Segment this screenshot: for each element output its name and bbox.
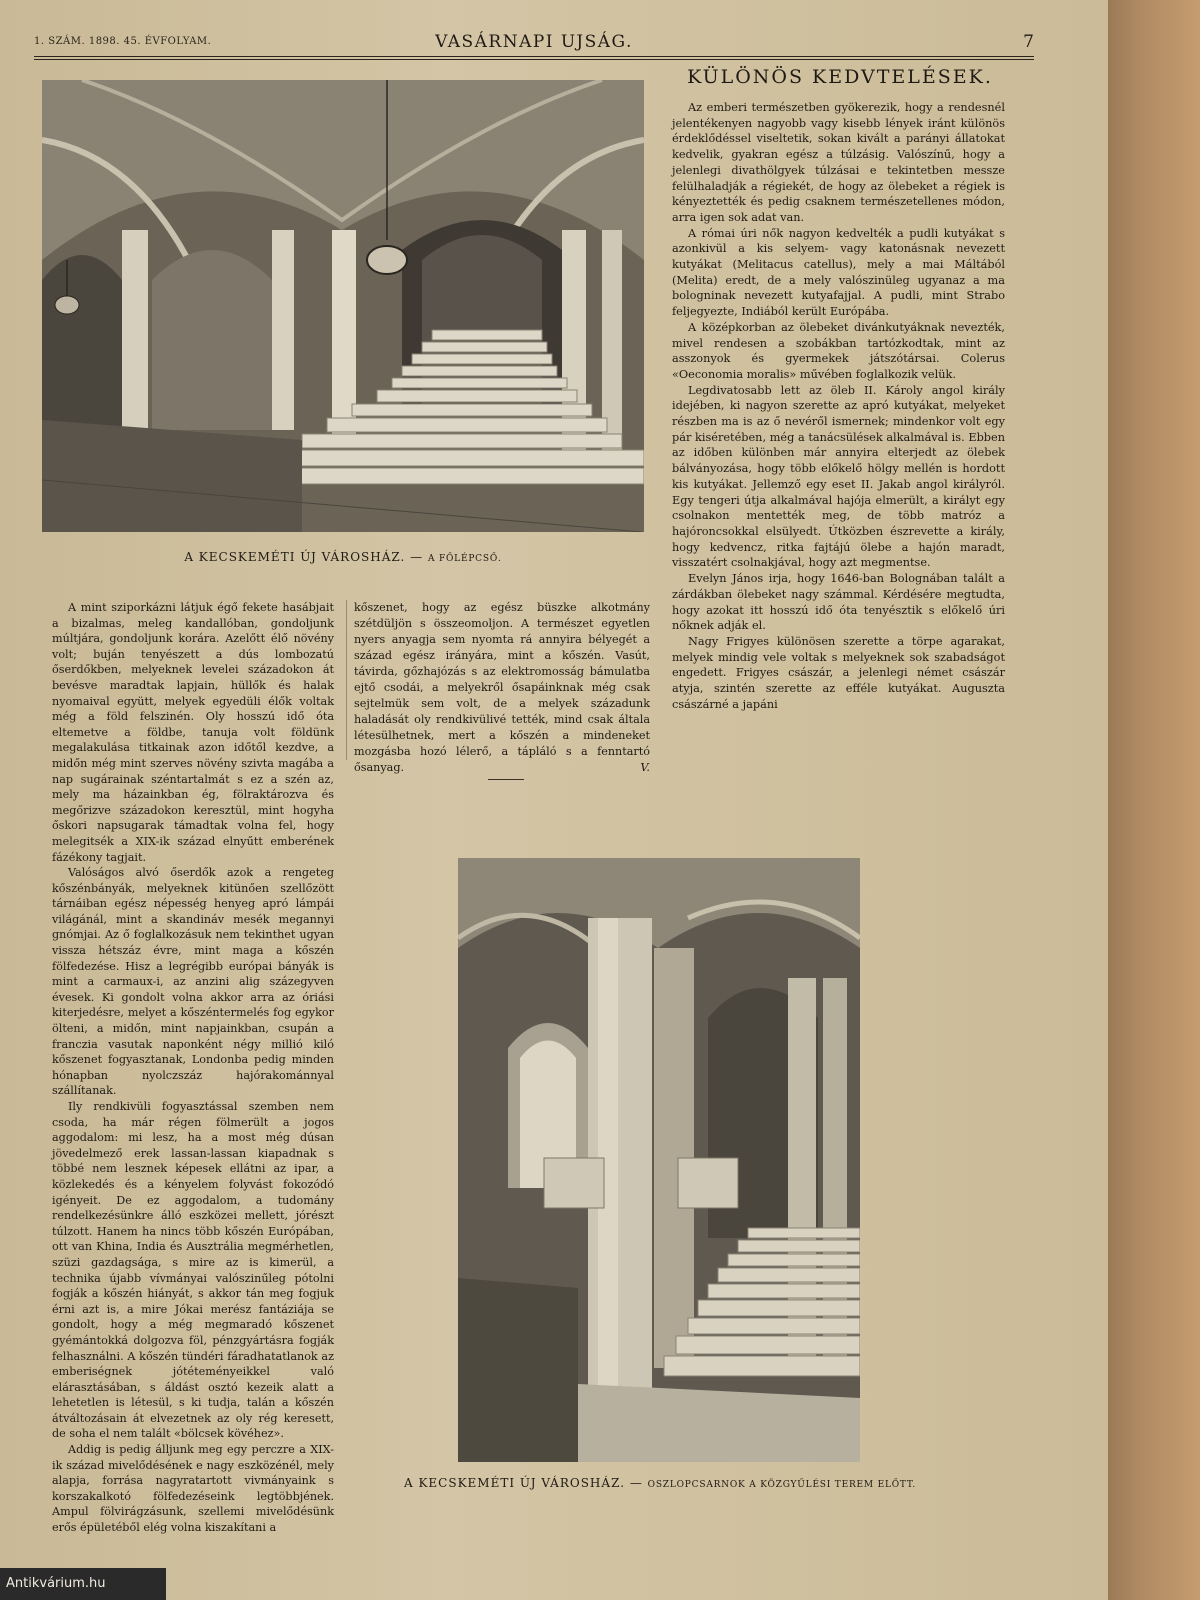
watermark-footer: Antikvárium.hu <box>0 1568 166 1600</box>
paragraph: A középkorban az ölebeket divánkutyáknak nevezték, mivel rendesen a szobákban tartózkodtak, mint az asszonyok és gyermekek játszótársai. Colerus «Oeconomia moralis» művében foglalkozik velük. <box>672 320 1005 381</box>
signoff: V. <box>640 761 650 774</box>
paragraph: Az emberi természetben gyökerezik, hogy a rendesnél jelentékenyen nagyobb vagy kisebb lények iránt különös érdeklődéssel viseltetik, sokan kivált a parányi állatokat kedvelik, gyakran egész a túlzásig. Valószínű, hogy a jelenlegi divathölgyek túlzásai e tekintetben messze felülhaladják a régiekét, de hogy az ölebeket a régiek is kényeztették és pedig csaknem természetellenes módon, arra igen sok adat van. <box>672 101 1005 224</box>
colonnade-photo <box>458 858 860 1462</box>
top-caption-main: A KECSKEMÉTI ÚJ VÁROSHÁZ. — <box>184 550 424 564</box>
staircase-photo <box>42 80 644 532</box>
top-caption-sub: A FŐLÉPCSŐ. <box>428 554 502 564</box>
paragraph: A mint sziporkázni látjuk égő fekete hasábjait a bizalmas, meleg kandallóban, gondoljunk múltjára, gondoljunk korára. Azelőtt élő növény volt; buján tenyészett a dús lombozatú őserdőkben, melyeknek levelei századokon át bevésve maradtak lapjain, hüllők és halak nyomaival együtt, melyek egyedüli élők voltak még a föld felszinén. Oly hosszú idő óta eltemetve a földbe, tanuja volt földünk megalakulása titkainak azon időtől kezdve, a midőn még mint szerves növény szivta magába a nap sugárainak széntartalmát s ez a szén az, mely ma házainkban ég, fölraktározva és megőrizve századokon keresztül, mint hogyha őskori napsugarak támadtak volna fel, hogy melegitsék a XIX-ik század elnyűtt emberének fázékony tagjait. <box>52 601 334 864</box>
article-title: KÜLÖNÖS KEDVTELÉSEK. <box>687 66 993 88</box>
top-photo-caption <box>42 550 644 564</box>
page-header <box>34 32 1034 54</box>
masthead: VASÁRNAPI UJSÁG. <box>435 32 633 52</box>
paragraph: Nagy Frigyes különösen szerette a törpe agarakat, melyek mindig vele voltak s melyeknek sok szabadságot engedett. Frigyes császár, a jelenlegi német császár atyja, szintén szerette az efféle kutyákat. Auguszta császárné a japáni <box>672 634 1005 711</box>
paragraph: kőszenet, hogy az egész büszke alkotmány szétdüljön s összeomoljon. A természet egyetlen nyers anyagja sem nyomta rá annyira bélyegét a század egész irányára, mint a kőszén. Vasút, távirda, gőzhajózás s az elektromosság bámulatba ejtő csodái, a melyekről ősapáinknak még csak sejtelmük sem volt, de a melyek századunk haladását oly rendkivülivé tették, mind csak általa létesülhetnek, mert a kőszén a mindeneket mozgásba hozó lélerő, a tápláló s a fenntartó ősanyag. <box>354 601 650 774</box>
page-number: 7 <box>1023 32 1034 52</box>
article-right-column <box>672 100 1005 712</box>
paragraph: A római úri nők nagyon kedvelték a pudli kutyákat s azonkivül a kis selyem- vagy katonásnak nevezett kutyákat (Melitacus catellus), mely a mai Máltából (Melita) eredt, de a mely valószinüleg ugyanaz a ma bologninak nevezett kutyafajjal. A pudli, mint Strabo feljegyezte, Indiából került Európába. <box>672 226 1005 319</box>
header-rule <box>34 56 1034 60</box>
book-binding <box>1108 0 1200 1600</box>
article-left-column <box>52 600 334 1536</box>
column-divider <box>346 600 347 760</box>
paragraph: Evelyn János irja, hogy 1646-ban Bolognában talált a zárdákban ölebeket nagy számmal. Kérdésére megtudta, hogy azokat itt hosszú idő óta tenyésztik s előkelő úri nőknek adják el. <box>672 572 1005 633</box>
bottom-caption-main: A KECSKEMÉTI ÚJ VÁROSHÁZ. — <box>403 1476 643 1490</box>
bottom-caption-sub: OSZLOPCSARNOK A KÖZGYŰLÉSI TEREM ELŐTT. <box>647 1480 917 1490</box>
paragraph: Legdivatosabb lett az öleb II. Károly angol király idejében, ki nagyon szerette az apró kutyákat, melyeket részben ma is az ő nevéről ismernek; mindenkor volt egy pár kiséretében, még a tanácsülések alkalmával is. Ebben az időben különben már annyira elterjedt az ölebek bálványozása, hogy több előkelő hölgy mellén is hordott kis kutyákat. Jellemző egy eset II. Jakab angol királyról. Egy tengeri útja alkalmával hajója elmerült, a királyt egy csolnakon mentették meg, de több matróz a hajóroncsokkal elsülyedt. Útközben észrevette a király, hogy kedvencz, ritka fajtájú ölebe a hajón maradt, visszatért csolnakjával, hogy azt megmentse. <box>672 383 1005 570</box>
paragraph: Ily rendkivüli fogyasztással szemben nem csoda, ha már régen fölmerült a jogos aggodalom: mi lesz, ha a most még dúsan jövedelmező erek lassan-lassan kiapadnak s többé nem lesznek képesek ellátni az ipar, a közlekedés és a kényelem folyvást fokozódó igényeit. De ez aggodalom, a tudomány rendelkezésünkre álló eszközei mellett, jórészt túlzott. Hanem ha nincs több kőszén Európában, ott van Khina, India és Ausztrália megmérhetlen, szüzi gazdagsága, s mire az is kimerül, a technika újabb vívmányai valószinűleg pótolni fogják a kőszén hiányát, s akkor tán meg fogjuk érni azt is, a mire Jókai merész fantáziája se gondolt, hogy a még megmaradó kőszenet gyémántokká dolgozva föl, pénzgyártásra fogják felhasználni. A kőszén tündéri fáradhatatlanok az emberiségnek jótéteményeikkel való elárasztásában, s áldást osztó kezeik alatt a lehetetlen is létesül, s ki tudja, talán a kőszén átváltozásain át elvezetnek az oly rég keresett, de soha el nem talált «bölcsek kövéhez». <box>52 1100 334 1441</box>
article-middle-column <box>354 600 650 776</box>
bottom-photo-caption <box>380 1476 940 1490</box>
paragraph: Valóságos alvó őserdők azok a rengeteg kőszénbányák, melyeknek kitünően szellőzött tárnáiban egész népesség henyeg apró lámpái világánál, mint a skandináv mesék megannyi gnómjai. Az ő foglalkozásuk nem tekinthet ugyan vissza hétszáz évre, mint maga a kőszén fölfedezése. Hisz a legrégibb európai bányák is mint a carmaux-i, az anzini alig százegyven évesek. Ki gondolt volna akkor arra az óriási kiterjedésre, melyet a kőszéntermelés fog egykor ölteni, a midőn, mint napjainkban, csupán a franczia vasutak naponként négy millió kiló kőszenet fogyasztanak, Londonba pedig minden hónapban nyolczszáz hajórakománnyal szállítanak. <box>52 866 334 1098</box>
paragraph: Addig is pedig álljunk meg egy perczre a XIX-ik század mivelődésének e nagy eszközénél, mely alapja, forrása nagyratartott vivmányaink s korszakalkotó fölfedezéseink legtöbbjének. Ampul fölvirágzásunk, szellemi mivelődésünk erős épületéből elég volna kiszakítani a <box>52 1443 334 1535</box>
section-separator <box>488 779 524 780</box>
issue-info: 1. SZÁM. 1898. 45. ÉVFOLYAM. <box>34 36 212 47</box>
